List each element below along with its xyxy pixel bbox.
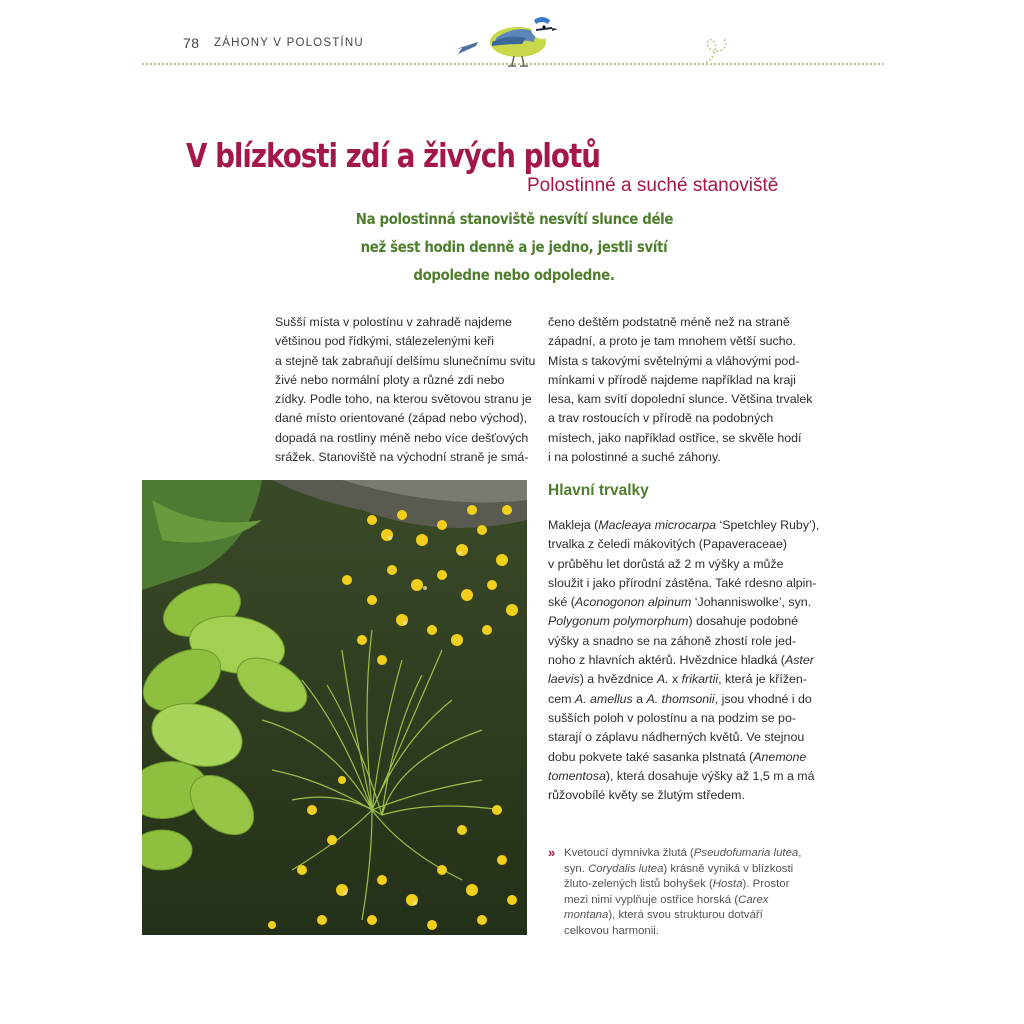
text-line: živé nebo normální ploty a různé zdi nebo bbox=[275, 372, 505, 387]
text-line: západní, a proto je tam mnohem větší sucho. bbox=[548, 334, 796, 349]
lead-line: Na polostinná stanoviště nesvítí slunce déle bbox=[355, 210, 674, 228]
text-line: a stejně tak zabraňují delšímu slunečnímu svitu bbox=[275, 353, 536, 368]
text-line: sušších poloh v polostínu a na podzim se po- bbox=[548, 710, 796, 725]
text-line: dobu pokvete také sasanka plstnatá (Anemone bbox=[548, 749, 807, 764]
page-number: 78 bbox=[183, 35, 200, 51]
text-line: dopadá na rostliny méně nebo více dešťových bbox=[275, 430, 529, 445]
text-line: mínkami v přírodě najdeme například na kraji bbox=[548, 372, 796, 387]
text-line: trvalka z čeledi mákovitých (Papaveraceae) bbox=[548, 537, 787, 552]
text-line: ské (Aconogonon alpinum ‘Johanniswolke’, syn. bbox=[548, 595, 812, 610]
text-line: lesa, kam svítí dopolední slunce. Většina trvalek bbox=[548, 392, 813, 407]
caption-line: žluto-zelených listů bohyšek (Hosta). Prostor bbox=[564, 878, 790, 891]
caption-line: mezi nimi vyplňuje ostřice horská (Carex bbox=[564, 893, 769, 906]
text-line: čeno deštěm podstatně méně než na straně bbox=[548, 315, 790, 329]
blue-tit-bird-icon bbox=[456, 8, 566, 68]
lead-line: než šest hodin denně a je jedno, jestli svítí bbox=[360, 238, 668, 256]
text-line: noho z hlavních aktérů. Hvězdnice hladká (Aster bbox=[548, 653, 814, 668]
garden-photo bbox=[142, 480, 527, 935]
body-text-column-right bbox=[548, 313, 813, 467]
text-line: a trav rostoucích v přírodě na podobných bbox=[548, 411, 774, 426]
text-line: sloužit i jako přírodní zástěna. Také rdesno alpin- bbox=[548, 575, 817, 590]
caption-line: celkovou harmonii. bbox=[564, 924, 659, 937]
lead-line: dopoledne nebo odpoledne. bbox=[413, 266, 615, 284]
text-line: laevis) a hvězdnice A. x frikartii, která je křížen- bbox=[548, 672, 807, 687]
article-subtitle: Polostinné a suché stanoviště bbox=[527, 175, 779, 196]
decorative-curl-icon bbox=[700, 34, 730, 66]
text-line: většinou pod řídkými, stálezelenými keři bbox=[275, 334, 494, 349]
text-line: Místa s takovými světelnými a vláhovými pod- bbox=[548, 353, 800, 368]
body-text-column-left bbox=[275, 313, 536, 467]
lead-paragraph bbox=[330, 205, 698, 289]
text-line: srážek. Stanoviště na východní straně je smá- bbox=[275, 450, 529, 465]
text-line: cem A. amellus a A. thomsonii, jsou vhodné i do bbox=[548, 691, 812, 706]
text-line: starají o záplavu nádherných květů. Ve stejnou bbox=[548, 730, 805, 745]
photo-caption bbox=[548, 846, 808, 940]
text-line: růžovobílé květy se žlutým středem. bbox=[548, 788, 745, 803]
text-line: Polygonum polymorphum) dosahuje podobné bbox=[548, 614, 799, 629]
caption-line: montana), která svou strukturou dotváří bbox=[564, 909, 763, 922]
text-line: i na polostinné a suché záhony. bbox=[548, 450, 721, 465]
text-line: Sušší místa v polostínu v zahradě najdeme bbox=[275, 315, 512, 329]
text-line: tomentosa), která dosahuje výšky až 1,5 m a má bbox=[548, 768, 815, 783]
body-text-column-perennials bbox=[548, 516, 820, 805]
text-line: Makleja (Macleaya microcarpa ‘Spetchley Ruby’), bbox=[548, 518, 820, 532]
text-line: zídky. Podle toho, na kterou světovou stranu je bbox=[275, 392, 532, 407]
section-heading: Hlavní trvalky bbox=[548, 482, 649, 499]
text-line: místech, jako například ostřice, se skvěle hodí bbox=[548, 430, 802, 445]
text-line: v průběhu let dorůstá až 2 m výšky a může bbox=[548, 556, 784, 571]
caption-line: syn. Corydalis lutea) krásně vyniká v blízkosti bbox=[564, 862, 794, 875]
article-title: V blízkosti zdí a živých plotů bbox=[186, 136, 600, 175]
caption-line: Kvetoucí dymnivka žlutá (Pseudofumaria lutea, bbox=[564, 847, 802, 859]
chapter-title: ZÁHONY V POLOSTÍNU bbox=[214, 37, 364, 49]
text-line: výšky a snadno se na záhoně zhostí role jed- bbox=[548, 633, 796, 648]
caption-marker: » bbox=[548, 845, 556, 860]
text-line: dané místo orientované (západ nebo východ), bbox=[275, 411, 528, 426]
page-header bbox=[0, 0, 1024, 80]
